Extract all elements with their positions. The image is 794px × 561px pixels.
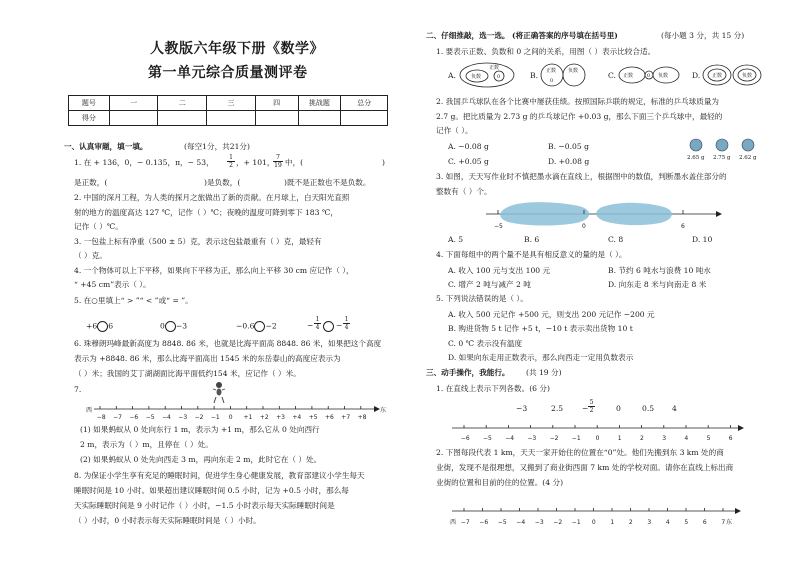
blank-circle[interactable]	[323, 321, 334, 332]
svg-text:正数: 正数	[712, 73, 723, 79]
svg-text:0: 0	[497, 74, 501, 80]
blank-circle[interactable]	[254, 321, 265, 332]
tick-label: −3	[527, 435, 537, 442]
q8-text-b: 睡眠时间是 10 小时。如果超出建议睡眠时间 0.5 小时，记为 +0.5 小时，那么每	[74, 486, 349, 495]
option-a[interactable]: A. 5	[448, 235, 464, 244]
q1-text-d: )	[382, 158, 385, 167]
q1-fraction1: 1 2	[227, 154, 235, 169]
tick-label: +4	[292, 414, 302, 421]
tick-label: 5	[706, 435, 711, 442]
q5-item-2: 0 −3	[160, 321, 188, 331]
tick-label: 2	[640, 435, 644, 442]
tick-label: −1	[571, 519, 581, 526]
q7-text-c: (2) 如果蚂蚁从 0 处先向西走 3 m，再向东走 2 m，此时它在（ ）处。	[80, 455, 322, 464]
svg-text:正数: 正数	[623, 73, 634, 79]
option-b[interactable]: B. −0.05 g	[548, 142, 589, 151]
s2-q4: 4. 下面每组中的两个量不是具有相反意义的量的是（ ）。	[436, 250, 627, 259]
option-d[interactable]: D. 10	[692, 235, 713, 244]
exam-subtitle: 第一单元综合质量测评卷	[148, 65, 308, 81]
q6-text-c: （ ）米；我国的艾丁湖湖面比海平面低约154 米，应记作（ ）米。	[74, 369, 301, 378]
option-b[interactable]: B. 节约 6 吨水与浪费 10 吨水	[608, 266, 711, 275]
tick-label: +3	[276, 414, 285, 421]
score-row-label: 得分	[69, 111, 110, 126]
tick-label: −3	[534, 519, 544, 526]
s3-number-line-1	[450, 420, 750, 444]
tick-label: −5	[145, 414, 155, 421]
score-cell[interactable]	[255, 111, 298, 126]
option-d[interactable]: D. +0.08 g	[548, 157, 590, 166]
s2-q3-b: 整数有（ ）个。	[436, 187, 492, 196]
west-label: 西	[86, 407, 93, 414]
svg-text:负数: 负数	[658, 73, 669, 79]
q5-item-4: −	[307, 321, 314, 330]
svg-text:2.62 g: 2.62 g	[739, 155, 757, 161]
s2-q5: 5. 下列说法错误的是（ ）。	[436, 294, 528, 303]
tick-label: −7	[460, 519, 470, 526]
q1-fraction2: 7 19	[274, 154, 282, 169]
score-header-cell: 三	[207, 96, 256, 111]
tick-label: 4	[665, 519, 670, 526]
q6-text-a: 6. 珠穆朗玛峰最新高度为 8848. 86 米，也就是比海平面高 8848. 86 米，如果把这个高度	[74, 339, 382, 348]
svg-text:负数: 负数	[471, 74, 482, 80]
svg-text:负数: 负数	[742, 73, 753, 79]
s2-q2-c: 记作（ ）。	[436, 126, 473, 135]
tick-label: 3	[662, 435, 667, 442]
option-a[interactable]: A. 收入 500 元记作 +500 元，则支出 200 元记作 −200 元	[448, 310, 655, 319]
num-item: 2.5	[551, 404, 564, 413]
num-item: 4	[672, 404, 677, 413]
score-header-cell: 总分	[341, 96, 388, 111]
option-c[interactable]: C. 0 ℃ 表示没有温度	[448, 339, 523, 348]
svg-text:6: 6	[681, 223, 685, 230]
q1-text-e: 是正数，(	[74, 178, 108, 187]
tick-label: −2	[194, 414, 204, 421]
diagram-b	[540, 60, 588, 90]
east-label: 东	[726, 519, 733, 526]
tick-label: −4	[516, 519, 526, 526]
q1-text-c: 中，(	[285, 158, 304, 167]
option-c[interactable]: C. 增产 2 吨与减产 2 吨	[448, 280, 531, 289]
exam-title: 人教版六年级下册《数学》	[150, 41, 324, 57]
tick-label: 6	[728, 435, 733, 442]
tick-label: −6	[129, 414, 139, 421]
q8-text-d: （ ）小时，0 小时表示每天实际睡眠时间是（ ）小时。	[74, 516, 261, 525]
tick-label: −7	[113, 414, 122, 421]
section-2-title: 二、仔细推敲，选一选。	[426, 31, 510, 40]
q5-fraction2: 1 4	[344, 316, 349, 331]
diagram-d	[702, 62, 762, 88]
option-a[interactable]: A.	[448, 71, 456, 80]
tick-label: 0	[228, 414, 233, 421]
tick-label: −5	[497, 519, 507, 526]
option-c[interactable]: C. +0.05 g	[448, 157, 489, 166]
tick-label: +1	[243, 414, 253, 421]
tick-label: −6	[460, 435, 470, 442]
s3-q2-a: 2. 下图每段代表 1 km，天天一家开始住的位置在“0”处。他们先搬到东 3 km 处的商	[436, 448, 724, 457]
q7-text-b: 2 m，表示为（ ）m，且停在（ ）处。	[80, 440, 213, 449]
tick-label: +8	[357, 414, 367, 421]
svg-text:2.75 g: 2.75 g	[713, 155, 731, 161]
q2-text-b: 射的地方的温度高达 127 ℃，记作（ ）℃；夜晚的温度可降到零下 183 ℃，	[74, 208, 338, 217]
q5-text-a: 5. 在○里填上“ > ”“ < ”或“ = ”。	[74, 296, 193, 305]
section-3-title: 三、动手操作，我能行。	[426, 368, 510, 377]
section-1-title: 一、认真审题，填一填。	[64, 142, 148, 151]
tick-label: −3	[178, 414, 188, 421]
score-header-cell: 挑战题	[298, 96, 341, 111]
svg-text:−5: −5	[494, 223, 503, 230]
q3-text-a: 3. 一包盐上标有净重（500 ± 5）克，表示这包盐最重有（ ）克，最轻有	[74, 237, 322, 246]
s2-q2-b: 2.7 g。把比质量为 2.73 g 的乒乓球记作 +0.03 g，那么下面三个乒乓球中，最轻的	[436, 112, 723, 121]
s3-q2-c: 业街的位置和目前的住的位置。(4 分)	[436, 478, 564, 487]
num-item: 0.5	[642, 404, 655, 413]
diagram-c	[618, 64, 682, 86]
tick-label: −8	[96, 414, 106, 421]
tick-label: +5	[308, 414, 318, 421]
s2-q2-a: 2. 我国乒乓球队在各个比赛中屡获佳绩。按照国际乒联的规定，标准的乒乓球质量为	[436, 97, 720, 106]
q1-text-a: 1. 在 + 136，0，− 0.135，π，− 53，	[74, 158, 214, 167]
tick-label: −6	[479, 519, 489, 526]
s3-number-line-2	[450, 502, 750, 528]
tick-label: 4	[684, 435, 689, 442]
svg-text:2.65 g: 2.65 g	[687, 155, 705, 161]
svg-text:正数: 正数	[546, 68, 557, 74]
svg-text:正数: 正数	[489, 65, 500, 71]
q3-text-b: （ ）克。	[74, 251, 107, 260]
q4-text-b: “ +45 cm”表示（ ）。	[74, 280, 151, 289]
tick-label: 0	[591, 519, 596, 526]
tick-label: 3	[647, 519, 652, 526]
option-d[interactable]: D. 如果向东走用正数表示，那么向西走一定用负数表示	[448, 353, 634, 362]
ping-pong-balls	[686, 138, 766, 162]
option-b[interactable]: B.	[530, 71, 538, 80]
q7-number-line	[86, 400, 386, 422]
score-cell[interactable]	[341, 111, 388, 126]
west-label: 西	[450, 519, 457, 526]
tick-label: 2	[628, 519, 633, 526]
num-item: −	[582, 404, 589, 413]
tick-label: −5	[483, 435, 492, 442]
section-2-note: (每小题 3 分，共 15 分)	[661, 31, 745, 40]
ink-blot-left	[500, 202, 589, 225]
s2-q1: 1. 要表示正数、负数和 0 之间的关系，用图（ ）表示比较合适。	[436, 47, 656, 56]
blank-circle[interactable]	[97, 321, 108, 332]
section-3-note: (共 19 分)	[526, 368, 562, 377]
score-cell[interactable]	[158, 111, 207, 126]
q1-text-f: )是负数，(	[204, 178, 241, 187]
svg-text:0: 0	[647, 73, 651, 79]
tick-label: +6	[325, 414, 334, 421]
q4-text-a: 4. 一个物体可以上下平移，如果向下平移为正，那么向上平移 30 cm 应记作（ ），	[74, 266, 354, 275]
option-d[interactable]: D.	[692, 71, 701, 80]
q1-text-b: ，+ 101，	[236, 158, 275, 167]
option-a[interactable]: A. −0.08 g	[448, 142, 489, 151]
score-header-cell: 二	[158, 96, 207, 111]
tick-label: 6	[702, 519, 707, 526]
q5-item-1: +6 6	[86, 321, 114, 331]
tick-label: −2	[549, 435, 559, 442]
option-b[interactable]: B. 购进货物 5 t 记作 +5 t，−10 t 表示卖出货物 10 t	[448, 324, 633, 333]
tick-label: 7	[721, 519, 726, 526]
diagram-a	[459, 62, 515, 88]
q5-item-5: −	[336, 321, 343, 330]
score-table	[68, 95, 388, 126]
tick-label: +2	[259, 414, 269, 421]
s3-fraction: 5 2	[589, 399, 594, 414]
ink-blot-right	[596, 203, 672, 225]
tick-label: +7	[341, 414, 351, 421]
tick-label: 1	[610, 519, 615, 526]
tick-label: 5	[684, 519, 689, 526]
option-a[interactable]: A. 收入 100 元与支出 100 元	[448, 266, 551, 275]
east-label: 东	[380, 407, 386, 414]
tick-label: −4	[505, 435, 515, 442]
tick-label: −1	[210, 414, 220, 421]
tick-label: 0	[595, 435, 600, 442]
score-cell[interactable]	[298, 111, 341, 126]
option-c[interactable]: C. 8	[608, 235, 624, 244]
num-item: −3	[516, 404, 528, 413]
option-b[interactable]: B. 6	[524, 235, 540, 244]
q5-fraction1: 1 4	[315, 316, 320, 331]
svg-text:负数: 负数	[568, 68, 579, 74]
tick-label: −2	[553, 519, 563, 526]
option-c[interactable]: C.	[608, 71, 616, 80]
num-item: 0	[616, 404, 621, 413]
score-header-cell: 一	[109, 96, 158, 111]
score-cell[interactable]	[109, 111, 158, 126]
section-2-bracket: (将正确答案的序号填在括号里)	[512, 31, 618, 40]
q5-item-3: −0.6 −2	[236, 321, 277, 331]
q7-text-a: (1) 如果蚂蚁从 0 处向东行 1 m，表示为 +1 m，那么它从 0 处向西行	[80, 425, 320, 434]
blank-circle[interactable]	[165, 321, 176, 332]
q8-text-c: 天实际睡眠时间是 9 小时记作（ ）小时，−1.5 小时表示每天实际睡眠时间是	[74, 501, 335, 510]
svg-text:0: 0	[550, 78, 554, 84]
q2-text-a: 2. 中国的深月工程，为人类的探月之旅做出了新的贡献。在月球上，白天阳光直照	[74, 193, 350, 202]
s2-q3-a: 3. 如图，天天写作业时不慎把墨水滴在直线上，根据图中的数值，判断墨水盖住部分的	[436, 172, 727, 181]
section-1-note: (每空1分，共21分)	[184, 142, 250, 151]
q7-label: 7.	[74, 385, 82, 394]
svg-text:0: 0	[582, 223, 586, 230]
q6-text-b: 表示为 +8848. 86 米，那么比海平面高出 1545 米的东岳泰山的高度应表示为	[74, 354, 341, 363]
option-d[interactable]: D. 向东走 8 米与向南走 8 米	[608, 280, 707, 289]
q1-text-g: )既不是正数也不是负数。	[284, 178, 371, 187]
s3-q2-b: 业街，发现不是很理想，又搬到了商业街西面 7 km 处的学校对面。请你在直线上标出商	[436, 463, 734, 472]
tick-label: −4	[162, 414, 171, 421]
tick-label: 1	[617, 435, 622, 442]
q2-text-c: 记作（ ）℃。	[74, 222, 123, 231]
q8-text-a: 8. 为保证小学生享有充足的睡眠时间，促进学生身心健康发展，教育部建议小学生每天	[74, 471, 365, 480]
ink-number-line	[484, 198, 724, 232]
score-header-cell: 四	[255, 96, 298, 111]
score-header-cell: 题号	[69, 96, 110, 111]
tick-label: −1	[571, 435, 581, 442]
s3-q1: 1. 在直线上表示下列各数。(6 分)	[436, 384, 550, 393]
score-cell[interactable]	[207, 111, 256, 126]
